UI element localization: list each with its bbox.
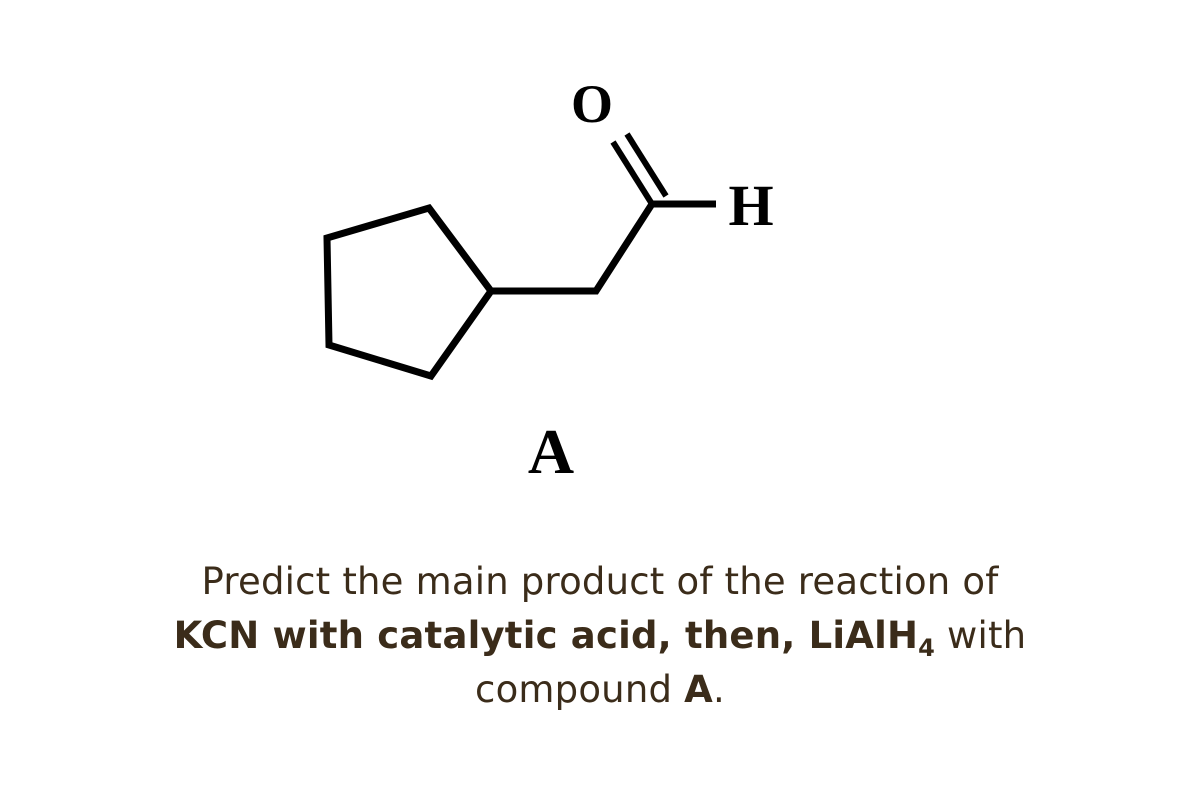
carbonyl-double-bond-2 — [627, 134, 666, 196]
question-line-3 — [0, 663, 1200, 717]
question-line-2 — [0, 609, 1200, 663]
reagent-subscript: 4 — [918, 634, 936, 662]
question-text — [0, 555, 1200, 717]
methylene-bond — [491, 204, 652, 291]
oxygen-atom-label: O — [570, 74, 614, 134]
reagent-text: KCN with catalytic acid, then, LiAlH — [173, 614, 919, 657]
question-line-1: Predict the main product of the reaction of — [201, 560, 999, 603]
compound-label: A — [527, 416, 575, 487]
cyclopentane-ring — [327, 208, 491, 376]
question-line-2-rest: with — [935, 614, 1027, 657]
hydrogen-atom-label: H — [728, 173, 774, 238]
carbonyl-double-bond-1 — [613, 142, 652, 204]
question-line-3-prefix: compound — [475, 668, 685, 711]
question-line-3-suffix: . — [712, 668, 725, 711]
compound-reference: A — [684, 668, 713, 711]
